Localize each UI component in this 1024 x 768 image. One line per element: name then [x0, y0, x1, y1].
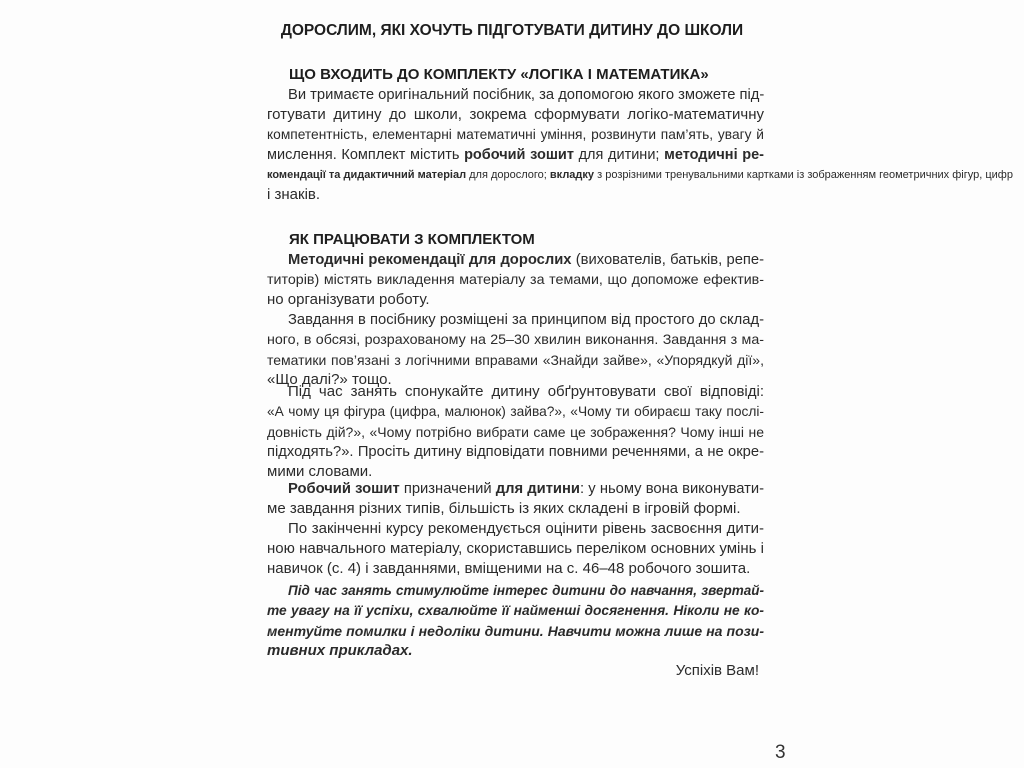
paragraph-italic-advice — [267, 581, 764, 661]
text-line: Під час занять стимулюйте інтерес дитини до навчання, звертай- — [288, 583, 764, 598]
text-line — [267, 165, 1013, 185]
text-line: ме завдання різних типів, більшість із яких складені в ігровій формі. — [267, 500, 741, 517]
text-line: титорів) містять викладення матеріалу за темами, що допоможе ефектив- — [267, 272, 764, 288]
text-line: готувати дитину до школи, зокрема сформувати логіко-математичну — [267, 106, 764, 123]
text-line: навичок (с. 4) і завданнями, вміщеними на с. 46–48 робочого зошита. — [267, 560, 751, 577]
bold-term-didactic-material: комендації та дидактичний матеріал — [267, 169, 467, 181]
text-segment: для дорослого; — [466, 169, 550, 181]
text-line: ного, в обсязі, розрахованому на 25–30 хвилин виконання. Завдання з ма- — [267, 332, 764, 348]
text-line: підходять?». Просіть дитину відповідати повними реченнями, а не окре- — [267, 444, 764, 460]
bold-term-guidelines: методичні ре- — [664, 147, 764, 163]
text-line: компетентність, елементарні математичні уміння, розвинути пам’ять, увагу й — [267, 127, 764, 142]
paragraph-tasks — [267, 310, 764, 390]
bold-term-workbook: робочий зошит — [464, 147, 574, 163]
bold-term-insert: вкладку — [549, 169, 595, 181]
text-segment: (вихователів, батьків, репе- — [571, 252, 764, 268]
text-line: ною навчального матеріалу, скориставшись переліком основних умінь і — [267, 540, 764, 557]
paragraph-guidelines — [267, 250, 764, 310]
page-title: ДОРОСЛИМ, ЯКІ ХОЧУТЬ ПІДГОТУВАТИ ДИТИНУ ДО ШКОЛИ — [280, 22, 744, 39]
text-line: «Що далі?» тощо. — [267, 371, 392, 388]
text-line: мими словами. — [267, 463, 373, 480]
text-segment: мислення. Комплект містить — [267, 147, 465, 163]
text-segment: з розрізними тренувальними картками із зображенням геометричних фігур, цифр — [594, 169, 1013, 181]
text-line: «А чому ця фігура (цифра, малюнок) зайва?», «Чому ти обираєш таку послі- — [267, 404, 764, 419]
text-segment: : у ньому вона виконувати- — [579, 481, 764, 497]
paragraph-assessment — [267, 519, 764, 579]
text-line: По закінченні курсу рекомендується оцінити рівень засвоєння дити- — [288, 520, 764, 537]
text-line: Ви тримаєте оригінальний посібник, за допомогою якого зможете під- — [288, 87, 765, 103]
bold-term-workbook: Робочий зошит — [288, 481, 400, 497]
text-line: Завдання в посібнику розміщені за принципом від простого до склад- — [288, 312, 764, 328]
text-segment: призначений — [399, 481, 496, 497]
text-line: но організувати роботу. — [267, 291, 430, 308]
text-line: Під час занять спонукайте дитину обґрунтовувати свої відповіді: — [288, 383, 764, 400]
section-heading-how-to-work: ЯК ПРАЦЮВАТИ З КОМПЛЕКТОМ — [289, 231, 535, 248]
text-line: довність дій?», «Чому потрібно вибрати саме це зображення? Чому інші не — [267, 424, 764, 440]
text-line: тематики пов’язані з логічними вправами «Знайди зайве», «Упорядкуй дії», — [267, 352, 764, 368]
page-number: 3 — [775, 742, 786, 763]
section-heading-kit-contents: ЩО ВХОДИТЬ ДО КОМПЛЕКТУ «ЛОГІКА І МАТЕМАТИКА» — [289, 66, 709, 83]
text-line — [267, 145, 764, 165]
text-line — [267, 479, 764, 499]
closing-wish: Успіхів Вам! — [675, 662, 759, 679]
bold-term-for-child: для дитини — [495, 481, 580, 497]
text-line: тивних прикладах. — [267, 642, 413, 659]
text-segment: для дитини; — [573, 147, 665, 163]
bold-term-guidelines-for-adults: Методичні рекомендації для дорослих — [288, 252, 572, 268]
text-line: ментуйте помилки і недоліки дитини. Навчити можна лише на пози- — [267, 623, 764, 639]
paragraph-kit-description — [267, 85, 1013, 205]
text-line: і знаків. — [267, 186, 321, 203]
paragraph-workbook — [267, 479, 764, 519]
paragraph-encourage — [267, 382, 764, 482]
text-line — [267, 250, 764, 270]
text-line: те увагу на її успіхи, схвалюйте її найменші досягнення. Ніколи не ко- — [267, 603, 764, 618]
